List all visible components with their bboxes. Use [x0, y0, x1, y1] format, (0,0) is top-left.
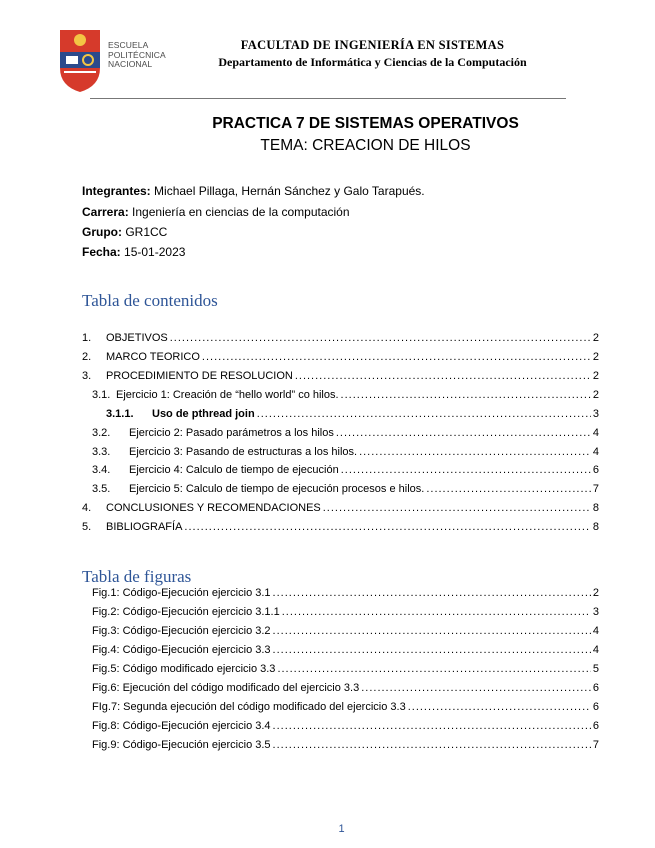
department-heading: Departamento de Informática y Ciencias de la Computación	[218, 55, 527, 69]
toc-entry[interactable]: 1. OBJETIVOS ..... 2	[82, 332, 599, 348]
figure-entry[interactable]: Fig.8: Código-Ejecución ejercicio 3.4 ..... 6	[92, 720, 599, 736]
figure-entry[interactable]: Fig.9: Código-Ejecución ejercicio 3.5 ..... 7	[92, 739, 599, 755]
header-divider	[90, 98, 566, 99]
figure-entry[interactable]: Fig.2: Código-Ejecución ejercicio 3.1.1 ..... 3	[92, 606, 599, 622]
toc-entry[interactable]: 2. MARCO TEORICO ..... 2	[82, 351, 599, 367]
toc-entry[interactable]: 5. BIBLIOGRAFÍA ..... 8	[82, 521, 599, 537]
info-fecha: Fecha: 15-01-2023	[82, 245, 186, 259]
toc-entry[interactable]: 3.4. Ejercicio 4: Calculo de tiempo de ejecución ..... 6	[92, 464, 599, 480]
figures-heading: Tabla de figuras	[82, 567, 192, 586]
toc-entry[interactable]: 4. CONCLUSIONES Y RECOMENDACIONES ..... 8	[82, 502, 599, 518]
page-number: 1	[338, 823, 345, 835]
figure-entry[interactable]: Fig.1: Código-Ejecución ejercicio 3.1 ..... 2	[92, 587, 599, 603]
toc-entry[interactable]: 3.2. Ejercicio 2: Pasado parámetros a los hilos ..... 4	[92, 427, 599, 443]
figure-entry[interactable]: Fig.5: Código modificado ejercicio 3.3 ..... 5	[92, 663, 599, 679]
toc-entry[interactable]: 3.3. Ejercicio 3: Pasando de estructuras a los hilos. ..... 4	[92, 446, 599, 462]
logo-text: ESCUELA POLITÉCNICA NACIONAL	[108, 40, 166, 69]
figure-entry[interactable]: Fig.4: Código-Ejecución ejercicio 3.3 ..... 4	[92, 644, 599, 660]
toc-entry[interactable]: 3. PROCEDIMIENTO DE RESOLUCION ..... 2	[82, 370, 599, 386]
toc-heading: Tabla de contenidos	[82, 291, 218, 310]
toc-entry[interactable]: 3.1. Ejercicio 1: Creación de “hello world” co hilos. ..... 2	[92, 389, 599, 405]
figure-entry[interactable]: FIg.7: Segunda ejecución del código modificado del ejercicio 3.3 ..... 6	[92, 701, 599, 717]
faculty-heading: FACULTAD DE INGENIERÍA EN SISTEMAS	[240, 38, 505, 52]
document-title: PRACTICA 7 DE SISTEMAS OPERATIVOS	[212, 115, 519, 132]
document-subtitle: TEMA: CREACION DE HILOS	[260, 137, 471, 154]
toc-entry[interactable]: 3.1.1. Uso de pthread join ..... 3	[106, 408, 599, 424]
info-grupo: Grupo: GR1CC	[82, 225, 168, 239]
figure-entry[interactable]: Fig.6: Ejecución del código modificado del ejercicio 3.3 ..... 6	[92, 682, 599, 698]
info-integrantes: Integrantes: Michael Pillaga, Hernán Sánchez y Galo Tarapués.	[82, 184, 425, 198]
figure-entry[interactable]: Fig.3: Código-Ejecución ejercicio 3.2 ..... 4	[92, 625, 599, 641]
info-carrera: Carrera: Ingeniería en ciencias de la computación	[82, 205, 350, 219]
toc-entry[interactable]: 3.5. Ejercicio 5: Calculo de tiempo de ejecución procesos e hilos. ..... 7	[92, 483, 599, 499]
